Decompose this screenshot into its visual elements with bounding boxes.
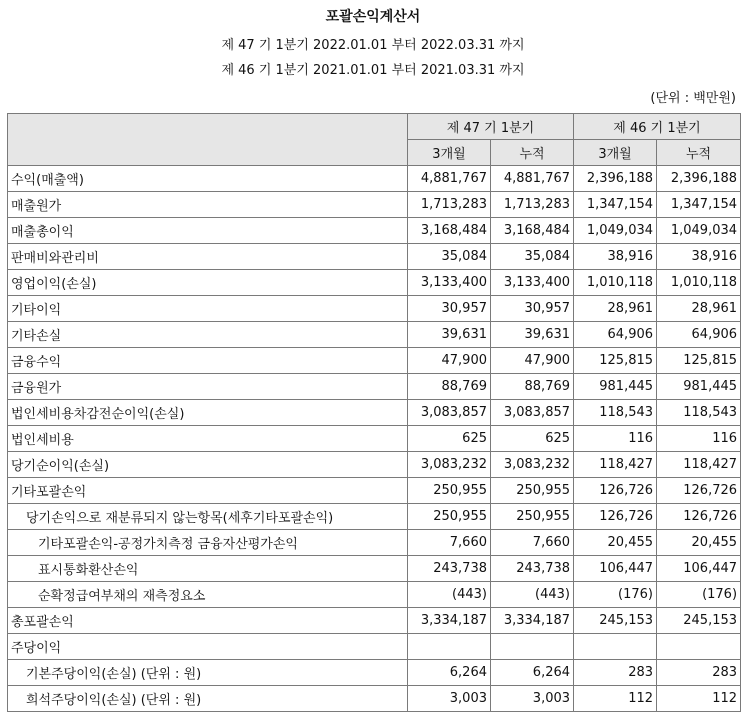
value-prior-cumulative: 125,815 [657, 348, 741, 374]
unit-label: (단위 : 백만원) [650, 91, 736, 106]
value-current-cumulative: 3,133,400 [491, 270, 574, 296]
value-current-3m: 88,769 [408, 374, 491, 400]
value-current-cumulative: 39,631 [491, 322, 574, 348]
header-current-3m: 3개월 [408, 140, 491, 166]
value-prior-3m: 106,447 [574, 556, 657, 582]
table-row [8, 244, 741, 270]
value-current-cumulative: 3,334,187 [491, 608, 574, 634]
table-row [8, 608, 741, 634]
value-current-3m: 3,083,857 [408, 400, 491, 426]
value-prior-3m: 1,010,118 [574, 270, 657, 296]
value-current-cumulative: 7,660 [491, 530, 574, 556]
value-prior-3m: 38,916 [574, 244, 657, 270]
value-current-cumulative: (443) [491, 582, 574, 608]
row-label: 기타이익 [8, 296, 408, 322]
table-row [8, 452, 741, 478]
value-current-cumulative: 243,738 [491, 556, 574, 582]
value-current-3m: 7,660 [408, 530, 491, 556]
value-current-3m: 6,264 [408, 660, 491, 686]
value-current-3m: 1,713,283 [408, 192, 491, 218]
row-label: 판매비와관리비 [8, 244, 408, 270]
table-row [8, 530, 741, 556]
value-prior-cumulative: 118,427 [657, 452, 741, 478]
value-prior-cumulative: 106,447 [657, 556, 741, 582]
value-prior-3m: 125,815 [574, 348, 657, 374]
value-current-3m: 30,957 [408, 296, 491, 322]
table-row [8, 218, 741, 244]
value-prior-3m: 118,427 [574, 452, 657, 478]
table-row [8, 478, 741, 504]
value-prior-cumulative: 118,543 [657, 400, 741, 426]
table-header [8, 114, 741, 166]
value-prior-cumulative: 1,347,154 [657, 192, 741, 218]
row-label: 기타손실 [8, 322, 408, 348]
value-prior-3m: 1,347,154 [574, 192, 657, 218]
value-prior-3m [574, 634, 657, 660]
value-current-cumulative: 1,713,283 [491, 192, 574, 218]
value-current-3m: 3,083,232 [408, 452, 491, 478]
header-current-cumulative: 누적 [491, 140, 574, 166]
value-current-cumulative: 250,955 [491, 504, 574, 530]
row-label: 법인세비용 [8, 426, 408, 452]
row-label: 기타포괄손익 [8, 478, 408, 504]
table-row [8, 556, 741, 582]
table-row [8, 504, 741, 530]
value-prior-cumulative: 1,010,118 [657, 270, 741, 296]
table-row [8, 270, 741, 296]
row-label: 매출원가 [8, 192, 408, 218]
row-label: 기타포괄손익-공정가치측정 금융자산평가손익 [8, 530, 408, 556]
value-prior-cumulative: 283 [657, 660, 741, 686]
table-row [8, 660, 741, 686]
value-current-cumulative: 625 [491, 426, 574, 452]
table-row [8, 166, 741, 192]
table-row [8, 582, 741, 608]
value-current-3m: 39,631 [408, 322, 491, 348]
value-prior-3m: 28,961 [574, 296, 657, 322]
value-prior-3m: 116 [574, 426, 657, 452]
period-current: 제 47 기 1분기 2022.01.01 부터 2022.03.31 까지 [221, 38, 525, 53]
value-current-3m: 47,900 [408, 348, 491, 374]
row-label: 기본주당이익(손실) (단위 : 원) [8, 660, 408, 686]
row-label: 영업이익(손실) [8, 270, 408, 296]
value-current-cumulative: 6,264 [491, 660, 574, 686]
value-current-cumulative: 3,083,232 [491, 452, 574, 478]
row-label: 희석주당이익(손실) (단위 : 원) [8, 686, 408, 712]
row-label: 법인세비용차감전순이익(손실) [8, 400, 408, 426]
value-prior-cumulative: 38,916 [657, 244, 741, 270]
row-label: 주당이익 [8, 634, 408, 660]
value-current-cumulative: 30,957 [491, 296, 574, 322]
value-prior-cumulative [657, 634, 741, 660]
value-current-cumulative: 47,900 [491, 348, 574, 374]
value-current-3m: 250,955 [408, 504, 491, 530]
table-row [8, 192, 741, 218]
value-prior-cumulative: 2,396,188 [657, 166, 741, 192]
value-prior-3m: 20,455 [574, 530, 657, 556]
row-label: 금융원가 [8, 374, 408, 400]
value-prior-3m: 981,445 [574, 374, 657, 400]
table-row [8, 322, 741, 348]
value-current-3m: 3,168,484 [408, 218, 491, 244]
value-prior-cumulative: 126,726 [657, 504, 741, 530]
value-prior-cumulative: 981,445 [657, 374, 741, 400]
value-current-3m [408, 634, 491, 660]
table-row [8, 686, 741, 712]
value-prior-cumulative: 126,726 [657, 478, 741, 504]
value-current-cumulative: 250,955 [491, 478, 574, 504]
value-current-cumulative: 3,083,857 [491, 400, 574, 426]
header-blank [8, 114, 408, 166]
row-label: 매출총이익 [8, 218, 408, 244]
value-current-3m: 3,133,400 [408, 270, 491, 296]
value-current-3m: 243,738 [408, 556, 491, 582]
value-prior-3m: (176) [574, 582, 657, 608]
value-prior-cumulative: 28,961 [657, 296, 741, 322]
table-body [8, 166, 741, 712]
value-prior-cumulative: 20,455 [657, 530, 741, 556]
row-label: 순확정급여부채의 재측정요소 [8, 582, 408, 608]
row-label: 금융수익 [8, 348, 408, 374]
value-prior-cumulative: 245,153 [657, 608, 741, 634]
header-prior-cumulative: 누적 [657, 140, 741, 166]
value-current-3m: 4,881,767 [408, 166, 491, 192]
value-current-3m: 625 [408, 426, 491, 452]
value-prior-3m: 126,726 [574, 504, 657, 530]
table-row [8, 426, 741, 452]
row-label: 표시통화환산손익 [8, 556, 408, 582]
value-current-cumulative: 88,769 [491, 374, 574, 400]
value-prior-cumulative: 1,049,034 [657, 218, 741, 244]
row-label: 당기손익으로 재분류되지 않는항목(세후기타포괄손익) [8, 504, 408, 530]
income-statement-table [7, 113, 741, 712]
period-prior: 제 46 기 1분기 2021.01.01 부터 2021.03.31 까지 [221, 63, 525, 78]
value-prior-cumulative: 116 [657, 426, 741, 452]
value-current-3m: (443) [408, 582, 491, 608]
value-current-cumulative: 3,168,484 [491, 218, 574, 244]
value-prior-cumulative: 112 [657, 686, 741, 712]
value-prior-3m: 118,543 [574, 400, 657, 426]
table-row [8, 400, 741, 426]
value-current-cumulative [491, 634, 574, 660]
row-label: 수익(매출액) [8, 166, 408, 192]
value-prior-3m: 283 [574, 660, 657, 686]
table-row [8, 296, 741, 322]
value-current-3m: 250,955 [408, 478, 491, 504]
value-prior-3m: 112 [574, 686, 657, 712]
header-prior-3m: 3개월 [574, 140, 657, 166]
value-prior-3m: 245,153 [574, 608, 657, 634]
value-current-3m: 35,084 [408, 244, 491, 270]
value-prior-3m: 2,396,188 [574, 166, 657, 192]
value-prior-3m: 1,049,034 [574, 218, 657, 244]
value-current-3m: 3,003 [408, 686, 491, 712]
table-row [8, 634, 741, 660]
value-prior-cumulative: (176) [657, 582, 741, 608]
table-row [8, 348, 741, 374]
row-label: 당기순이익(손실) [8, 452, 408, 478]
value-current-cumulative: 3,003 [491, 686, 574, 712]
table-row [8, 374, 741, 400]
row-label: 총포괄손익 [8, 608, 408, 634]
header-current-period: 제 47 기 1분기 [408, 114, 574, 140]
value-current-3m: 3,334,187 [408, 608, 491, 634]
value-prior-3m: 126,726 [574, 478, 657, 504]
value-current-cumulative: 35,084 [491, 244, 574, 270]
value-prior-3m: 64,906 [574, 322, 657, 348]
value-current-cumulative: 4,881,767 [491, 166, 574, 192]
header-prior-period: 제 46 기 1분기 [574, 114, 741, 140]
document-title: 포괄손익계산서 [325, 9, 421, 25]
value-prior-cumulative: 64,906 [657, 322, 741, 348]
